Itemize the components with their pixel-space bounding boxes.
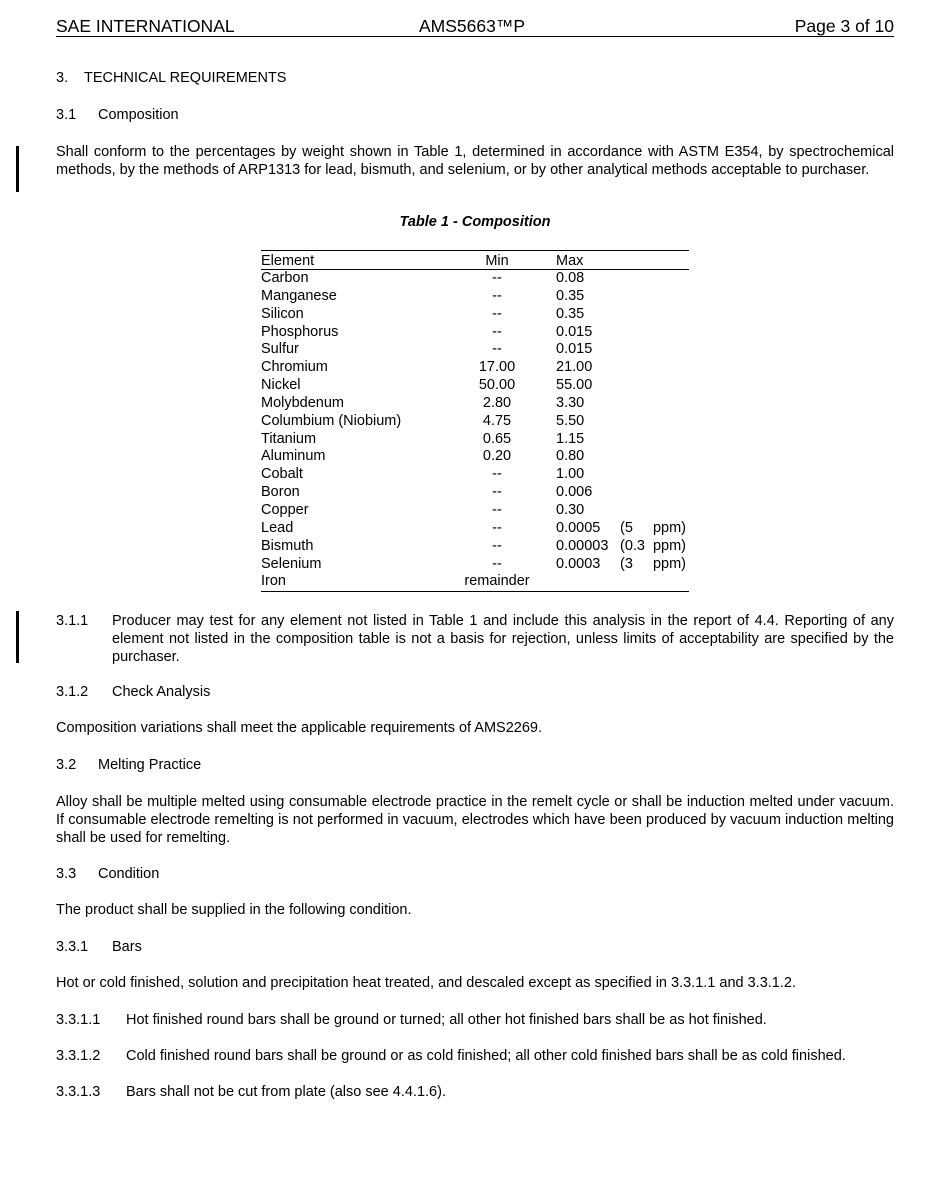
column-header-min: Min [485, 253, 509, 269]
section-title: Check Analysis [112, 684, 211, 700]
ppm-value: (3 [620, 555, 633, 572]
ppm-unit: ppm) [652, 537, 686, 554]
revision-change-bar [16, 611, 19, 663]
page-header [56, 14, 894, 37]
cell-max: 0.35 [556, 287, 585, 304]
cell-max: 21.00 [556, 359, 593, 376]
table-row [261, 359, 689, 377]
table-row [261, 306, 689, 324]
table-row [261, 448, 689, 466]
cell-min: 0.65 [482, 430, 512, 447]
section-number: 3.3.1.3 [56, 1084, 101, 1100]
cell-max: 0.0005 [556, 519, 601, 536]
table-row [261, 324, 689, 342]
cell-element: Boron [261, 484, 300, 501]
section-3-3-1-1 [56, 1012, 767, 1028]
table-row [261, 484, 689, 502]
cell-max: 0.08 [556, 270, 585, 286]
cell-max: 3.30 [556, 394, 585, 411]
section-3-3-1-heading [56, 939, 142, 955]
composition-table [261, 250, 689, 592]
table-row [261, 377, 689, 395]
cell-max: 1.00 [556, 466, 585, 483]
section-3-1-2-body: Composition variations shall meet the applicable requirements of AMS2269. [56, 720, 543, 736]
cell-element: Manganese [261, 287, 337, 304]
section-3-3-1-body: Hot or cold finished, solution and precipitation heat treated, and descaled except as specified in 3.3.1.1 and 3.3.1.2. [56, 975, 796, 991]
table-row [261, 466, 689, 484]
section-title: Melting Practice [98, 757, 202, 773]
cell-element: Sulfur [261, 341, 299, 358]
ppm-unit: ppm) [652, 519, 686, 536]
section-number: 3.1.2 [56, 684, 89, 700]
section-3-3-body: The product shall be supplied in the following condition. [56, 902, 412, 918]
section-title: Composition [98, 107, 179, 123]
section-3-3-1-2 [56, 1048, 846, 1064]
ppm-unit: ppm) [652, 555, 686, 572]
table-row [261, 431, 689, 449]
cell-min: -- [492, 555, 502, 572]
cell-min: -- [492, 537, 502, 554]
section-3-heading [56, 70, 286, 86]
column-header-max: Max [556, 253, 584, 269]
cell-min: 50.00 [478, 377, 516, 394]
section-3-3-1-3 [56, 1084, 446, 1100]
cell-element: Bismuth [261, 537, 314, 554]
cell-max: 0.35 [556, 305, 585, 322]
cell-min: 4.75 [482, 412, 512, 429]
section-title: TECHNICAL REQUIREMENTS [84, 70, 287, 86]
table-row [261, 270, 689, 288]
cell-min: -- [492, 287, 502, 304]
section-number: 3.3 [56, 866, 77, 882]
cell-max: 0.006 [556, 484, 593, 501]
section-title: Bars [112, 939, 142, 955]
cell-min: 17.00 [478, 359, 516, 376]
cell-min: -- [492, 341, 502, 358]
cell-element: Nickel [261, 377, 301, 394]
section-body: Hot finished round bars shall be ground or turned; all other hot finished bars shall be as hot finished. [126, 1012, 767, 1028]
cell-element: Chromium [261, 359, 328, 376]
table-row [261, 538, 689, 556]
cell-max: 1.15 [556, 430, 585, 447]
cell-min: -- [492, 519, 502, 536]
section-3-2-heading [56, 757, 201, 773]
cell-element: Aluminum [261, 448, 326, 465]
section-body: Producer may test for any element not listed in Table 1 and include this analysis in the report of 4.4. Reporting of any element not listed in the composition table is not a basis for rejection, unless limits of acceptability are specified by the purchaser. [112, 613, 894, 665]
header-document-number: AMS5663™P [419, 16, 526, 36]
cell-element: Copper [261, 501, 309, 518]
section-number: 3. [56, 70, 69, 86]
table-row [261, 395, 689, 413]
table-row [261, 556, 689, 574]
section-3-1-2-heading [56, 684, 210, 700]
cell-element: Columbium (Niobium) [261, 412, 402, 429]
section-body: Cold finished round bars shall be ground or as cold finished; all other cold finished bars shall be as cold finished. [126, 1048, 846, 1064]
section-3-3-heading [56, 866, 159, 882]
cell-min: -- [492, 501, 502, 518]
cell-max: 0.00003 [556, 537, 609, 554]
section-3-2-body: Alloy shall be multiple melted using consumable electrode practice in the remelt cycle or shall be induction melted under vacuum. If consumable electrode remelting is not performed in vacuum, electrodes which have been produced by vacuum induction melting shall be used for remelting. [56, 794, 894, 846]
cell-element: Phosphorus [261, 323, 339, 340]
cell-max: 55.00 [556, 377, 593, 394]
section-body: Bars shall not be cut from plate (also see 4.4.1.6). [126, 1084, 446, 1100]
header-page-number: Page 3 of 10 [794, 16, 894, 36]
section-number: 3.3.1.1 [56, 1012, 101, 1028]
section-number: 3.3.1 [56, 939, 89, 955]
table-row [261, 341, 689, 359]
cell-min: -- [492, 323, 502, 340]
cell-element: Cobalt [261, 466, 303, 483]
ppm-value: (0.3 [620, 537, 645, 554]
cell-element: Iron [261, 573, 286, 590]
cell-max: 0.015 [556, 323, 593, 340]
section-number: 3.3.1.2 [56, 1048, 101, 1064]
table-row [261, 573, 689, 591]
section-number: 3.1 [56, 107, 77, 123]
table-row [261, 413, 689, 431]
header-organization: SAE INTERNATIONAL [56, 16, 235, 36]
section-number: 3.1.1 [56, 613, 89, 629]
section-number: 3.2 [56, 757, 77, 773]
cell-element: Silicon [261, 305, 304, 322]
cell-max: 0.015 [556, 341, 593, 358]
cell-element: Molybdenum [261, 394, 345, 411]
ppm-value: (5 [620, 519, 633, 536]
cell-min: -- [492, 305, 502, 322]
cell-min: 2.80 [482, 394, 512, 411]
cell-min: remainder [464, 573, 530, 590]
cell-max: 0.0003 [556, 555, 601, 572]
cell-min: 0.20 [482, 448, 512, 465]
cell-max: 5.50 [556, 412, 585, 429]
table-row [261, 520, 689, 538]
table-row [261, 502, 689, 520]
cell-min: -- [492, 484, 502, 501]
column-header-element: Element [261, 253, 315, 269]
table-header-row [261, 251, 689, 270]
section-3-1-body: Shall conform to the percentages by weight shown in Table 1, determined in accordance with ASTM E354, by spectrochemical methods, by the methods of ARP1313 for lead, bismuth, and selenium, or by other analytical methods acceptable to purchaser. [56, 144, 894, 178]
revision-change-bar [16, 146, 19, 192]
cell-element: Selenium [261, 555, 322, 572]
table-caption: Table 1 - Composition [399, 214, 551, 230]
cell-element: Lead [261, 519, 294, 536]
cell-min: -- [492, 466, 502, 483]
section-title: Condition [98, 866, 160, 882]
cell-max: 0.30 [556, 501, 585, 518]
cell-element: Titanium [261, 430, 317, 447]
table-row [261, 288, 689, 306]
cell-min: -- [492, 270, 502, 286]
cell-element: Carbon [261, 270, 309, 286]
section-3-1-heading [56, 107, 179, 123]
section-3-1-1 [56, 612, 894, 666]
cell-max: 0.80 [556, 448, 585, 465]
